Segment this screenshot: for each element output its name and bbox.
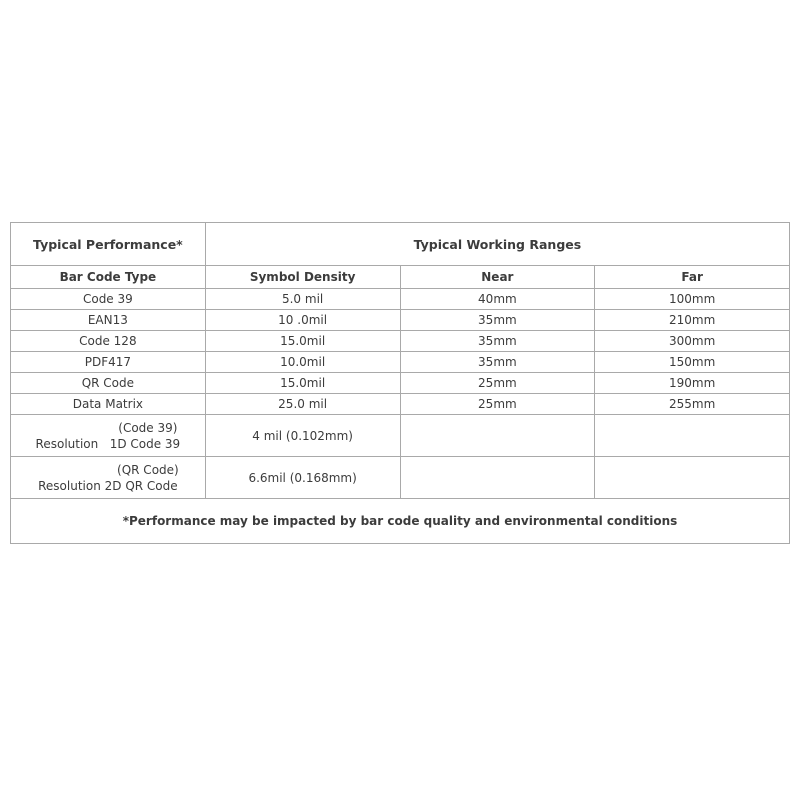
cell-type: EAN13 — [11, 310, 206, 331]
cell-near: 25mm — [400, 394, 595, 415]
resolution-2d-density-cell: 6.6mil (0.168mm) — [205, 457, 400, 499]
cell-density: 25.0 mil — [205, 394, 400, 415]
resolution-1d-line2: Resolution 1D Code 39 — [35, 436, 181, 451]
cell-near: 35mm — [400, 331, 595, 352]
cell-type: Code 128 — [11, 331, 206, 352]
resolution-1d-far-empty-cell — [595, 415, 790, 457]
resolution-1d-near-empty-cell — [400, 415, 595, 457]
resolution-2d-line1: (QR Code) — [117, 462, 179, 477]
spec-table — [10, 222, 790, 544]
resolution-2d-label-cell — [11, 457, 206, 499]
table-row-resolution-1d — [11, 415, 790, 457]
table-row-resolution-2d — [11, 457, 790, 499]
cell-near: 25mm — [400, 373, 595, 394]
table-footnote-row — [11, 499, 790, 544]
typical-working-ranges-header: Typical Working Ranges — [205, 223, 789, 266]
cell-type: Data Matrix — [11, 394, 206, 415]
cell-density: 15.0mil — [205, 331, 400, 352]
cell-type: PDF417 — [11, 352, 206, 373]
cell-density: 10 .0mil — [205, 310, 400, 331]
cell-far: 210mm — [595, 310, 790, 331]
cell-type: QR Code — [11, 373, 206, 394]
column-header-bar-code-type: Bar Code Type — [11, 266, 206, 289]
cell-far: 255mm — [595, 394, 790, 415]
resolution-2d-near-empty-cell — [400, 457, 595, 499]
cell-type: Code 39 — [11, 289, 206, 310]
cell-far: 100mm — [595, 289, 790, 310]
table-header-row-2 — [11, 266, 790, 289]
resolution-1d-label-cell — [11, 415, 206, 457]
cell-density: 15.0mil — [205, 373, 400, 394]
table-header-row-1 — [11, 223, 790, 266]
footnote: *Performance may be impacted by bar code quality and environmental conditions — [11, 499, 790, 544]
table-row-datamatrix — [11, 394, 790, 415]
table-row-pdf417 — [11, 352, 790, 373]
cell-far: 150mm — [595, 352, 790, 373]
column-header-far: Far — [595, 266, 790, 289]
cell-near: 40mm — [400, 289, 595, 310]
cell-density: 10.0mil — [205, 352, 400, 373]
cell-near: 35mm — [400, 310, 595, 331]
cell-far: 190mm — [595, 373, 790, 394]
table-row-code128 — [11, 331, 790, 352]
table-row-ean13 — [11, 310, 790, 331]
cell-near: 35mm — [400, 352, 595, 373]
cell-density: 5.0 mil — [205, 289, 400, 310]
table-row-qrcode — [11, 373, 790, 394]
resolution-2d-far-empty-cell — [595, 457, 790, 499]
resolution-1d-line1: (Code 39) — [118, 420, 178, 435]
table-row-code39 — [11, 289, 790, 310]
column-header-symbol-density: Symbol Density — [205, 266, 400, 289]
resolution-1d-density-cell: 4 mil (0.102mm) — [205, 415, 400, 457]
cell-far: 300mm — [595, 331, 790, 352]
column-header-near: Near — [400, 266, 595, 289]
typical-performance-header: Typical Performance* — [11, 223, 206, 266]
resolution-2d-line2: Resolution 2D QR Code — [38, 478, 178, 493]
